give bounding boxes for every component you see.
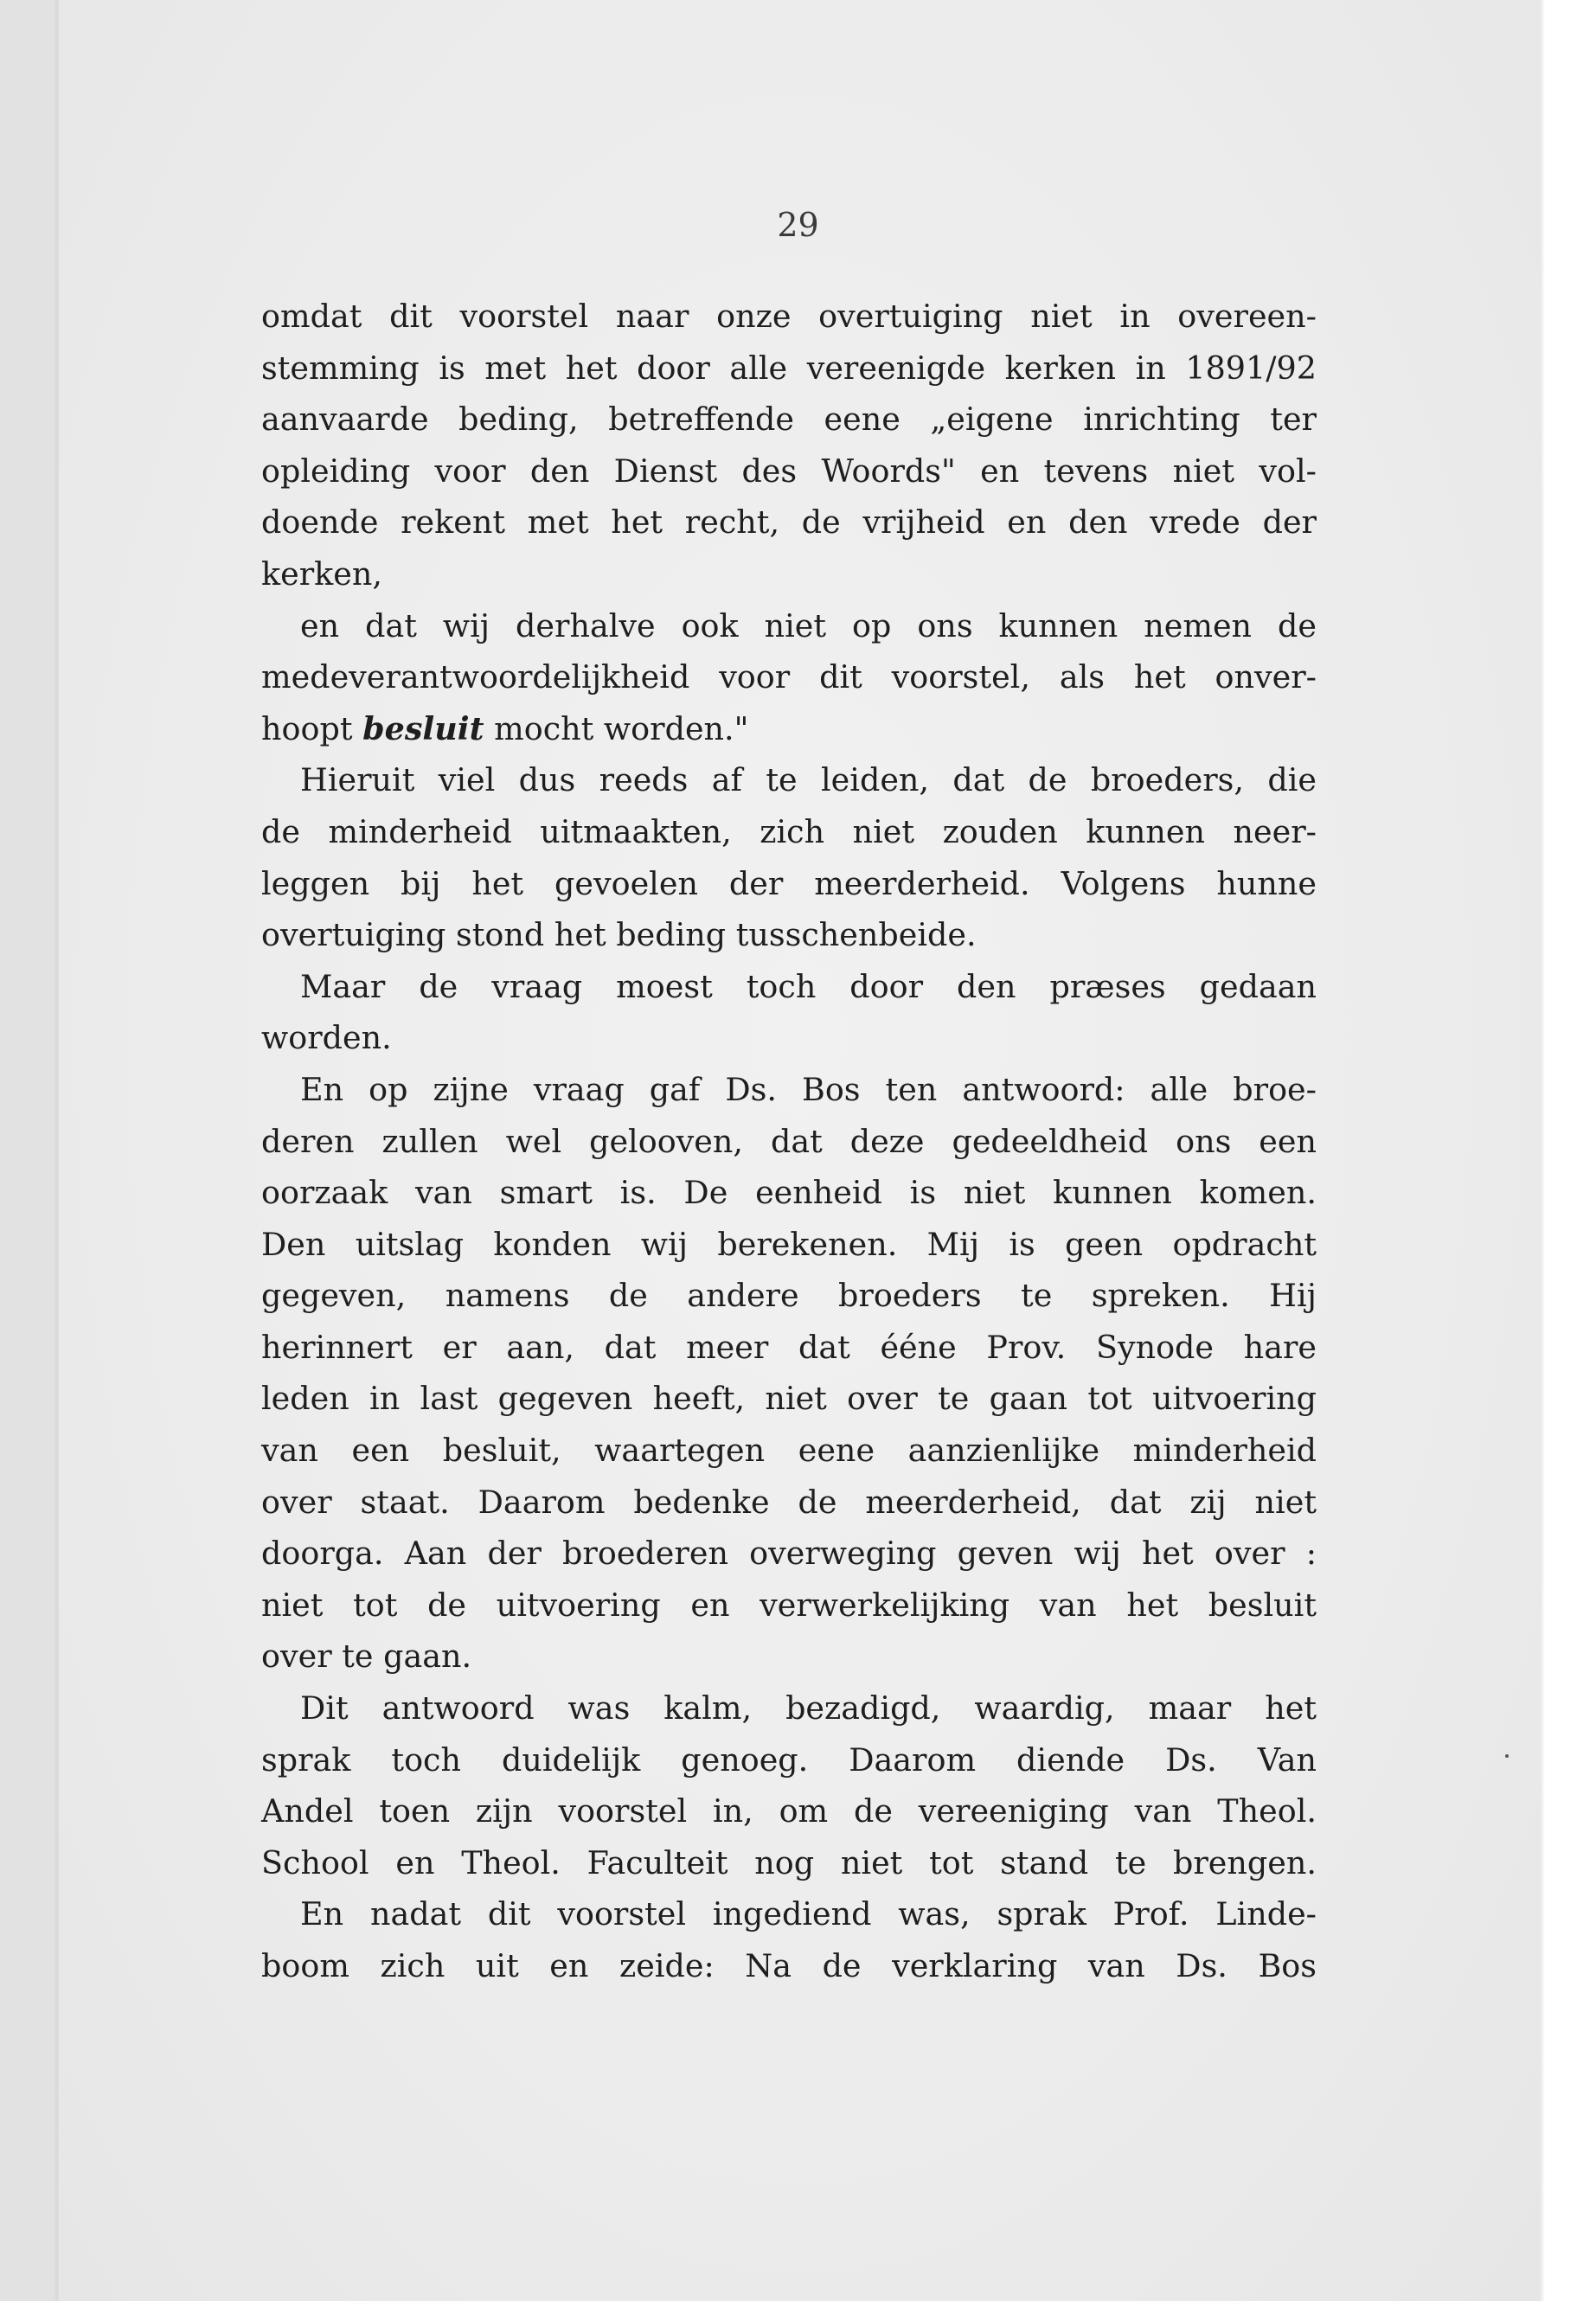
text-line: niet tot de uitvoering en verwerkelijking van het besluit xyxy=(261,1586,1317,1624)
text-line: En nadat dit voorstel ingediend was, sprak Prof. Linde- xyxy=(300,1895,1317,1933)
text-line: sprak toch duidelijk genoeg. Daarom diende Ds. Van xyxy=(261,1740,1317,1779)
text-line: Dit antwoord was kalm, bezadigd, waardig, maar het xyxy=(300,1689,1317,1727)
text-line: over te gaan. xyxy=(261,1638,472,1676)
text-line: boom zich uit en zeide: Na de verklaring van Ds. Bos xyxy=(261,1947,1317,1984)
text-line: Hieruit viel dus reeds af te leiden, dat de broeders, die xyxy=(300,761,1317,799)
text-segment: mocht worden." xyxy=(484,709,749,747)
text-line: Den uitslag konden wij berekenen. Mij is geen opdracht xyxy=(261,1225,1317,1263)
text-line: van een besluit, waartegen eene aanzienlijke minderheid xyxy=(261,1432,1317,1470)
text-line: leggen bij het gevoelen der meerderheid. Volgens hunne xyxy=(261,864,1317,902)
text-line: oorzaak van smart is. De eenheid is niet kunnen komen. xyxy=(261,1174,1317,1212)
text-line: worden. xyxy=(261,1019,392,1057)
text-line: doende rekent met het recht, de vrijheid en den vrede der xyxy=(261,503,1317,542)
text-line: over staat. Daarom bedenke de meerderheid, dat zij niet xyxy=(261,1483,1317,1521)
scan-speck xyxy=(1505,1754,1509,1758)
body-text xyxy=(261,291,1317,1992)
text-line: opleiding voor den Dienst des Woords" en tevens niet vol- xyxy=(261,452,1317,490)
text-line: omdat dit voorstel naar onze overtuiging niet in overeen- xyxy=(261,298,1317,335)
text-line: kerken, xyxy=(261,554,382,593)
text-line: En op zijne vraag gaf Ds. Bos ten antwoord: alle broe- xyxy=(300,1070,1317,1108)
text-line: aanvaarde beding, betreffende eene „eigene inrichting ter xyxy=(261,401,1317,439)
text-line: overtuiging stond het beding tusschenbeide. xyxy=(261,916,977,954)
italic-word: besluit xyxy=(362,709,484,747)
text-line: en dat wij derhalve ook niet op ons kunnen nemen de xyxy=(300,606,1317,644)
text-line: de minderheid uitmaakten, zich niet zouden kunnen neer- xyxy=(261,812,1317,850)
text-line: medeverantwoordelijkheid voor dit voorstel, als het onver- xyxy=(261,658,1317,696)
text-segment: hoopt xyxy=(261,709,363,747)
text-line: stemming is met het door alle vereenigde kerken in 1891/92 xyxy=(261,349,1317,387)
text-line: deren zullen wel gelooven, dat deze gedeeldheid ons een xyxy=(261,1122,1317,1160)
text-line: gegeven, namens de andere broeders te spreken. Hij xyxy=(261,1277,1317,1315)
page-number: 29 xyxy=(777,206,819,244)
text-line: School en Theol. Faculteit nog niet tot stand te brengen. xyxy=(261,1843,1317,1881)
text-line xyxy=(261,703,1317,755)
text-line: Maar de vraag moest toch door den præses gedaan xyxy=(300,967,1317,1005)
text-line: herinnert er aan, dat meer dat ééne Prov. Synode hare xyxy=(261,1328,1317,1366)
text-line: Andel toen zijn voorstel in, om de vereeniging van Theol. xyxy=(261,1792,1317,1830)
text-line: leden in last gegeven heeft, niet over te gaan tot uitvoering xyxy=(261,1380,1317,1418)
text-line: doorga. Aan der broederen overweging geven wij het over : xyxy=(261,1535,1317,1573)
